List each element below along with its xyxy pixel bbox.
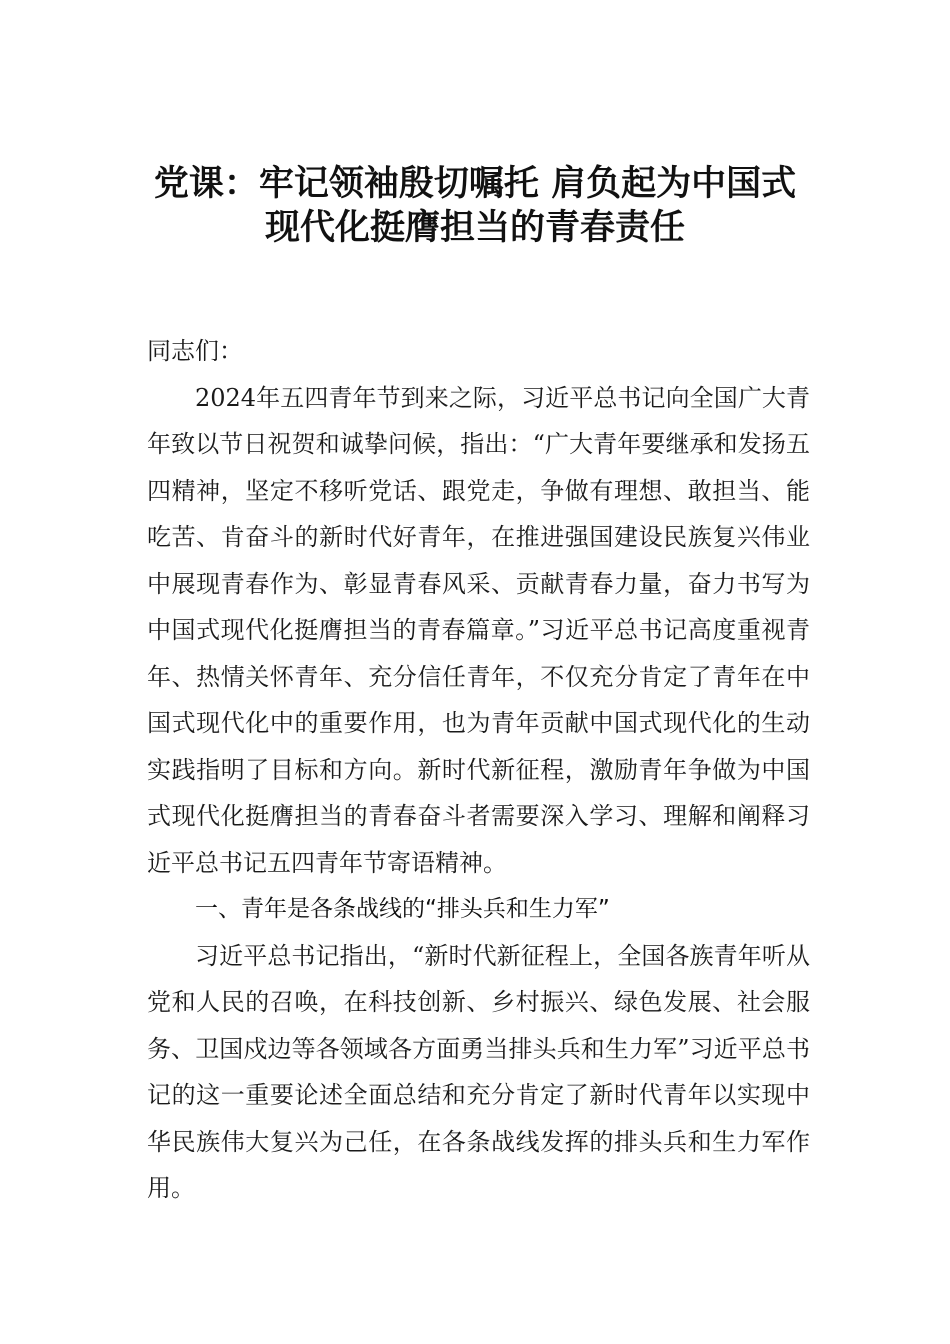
paragraph-1: 2024年五四青年节到来之际，习近平总书记向全国广大青年致以节日祝贺和诚挚问候，指出：“广大青年要继承和发扬五四精神，坚定不移听党话、跟党走，争做有理想、敢担当、能吃苦、肯奋斗的新时代好青年，在推进强国建设民族复兴伟业中展现青春作为、彰显青春风采、贡献青春力量，奋力书写为中国式现代化挺膺担当的青春篇章。”习近平总书记高度重视青年、热情关怀青年、充分信任青年，不仅充分肯定了青年在中国式现代化中的重要作用，也为青年贡献中国式现代化的生动实践指明了目标和方向。新时代新征程，激励青年争做为中国式现代化挺膺担当的青春奋斗者需要深入学习、理解和阐释习近平总书记五四青年节寄语精神。 [147, 383, 810, 877]
document-title-line-2: 现代化挺膺担当的青春责任 [264, 208, 685, 248]
document-body [147, 328, 810, 1212]
document-title-line-1: 党课：牢记领袖殷切嘱托 肩负起为中国式 [153, 164, 797, 204]
paragraph-2: 习近平总书记指出，“新时代新征程上，全国各族青年听从党和人民的召唤，在科技创新、乡村振兴、绿色发展、社会服务、卫国戍边等各领域各方面勇当排头兵和生力军”习近平总书记的这一重要论述全面总结和充分肯定了新时代青年以实现中华民族伟大复兴为己任，在各条战线发挥的排头兵和生力军作用。 [147, 941, 810, 1202]
salutation: 同志们： [147, 337, 243, 365]
section-1-heading: 一、青年是各条战线的“排头兵和生力军” [195, 896, 610, 922]
